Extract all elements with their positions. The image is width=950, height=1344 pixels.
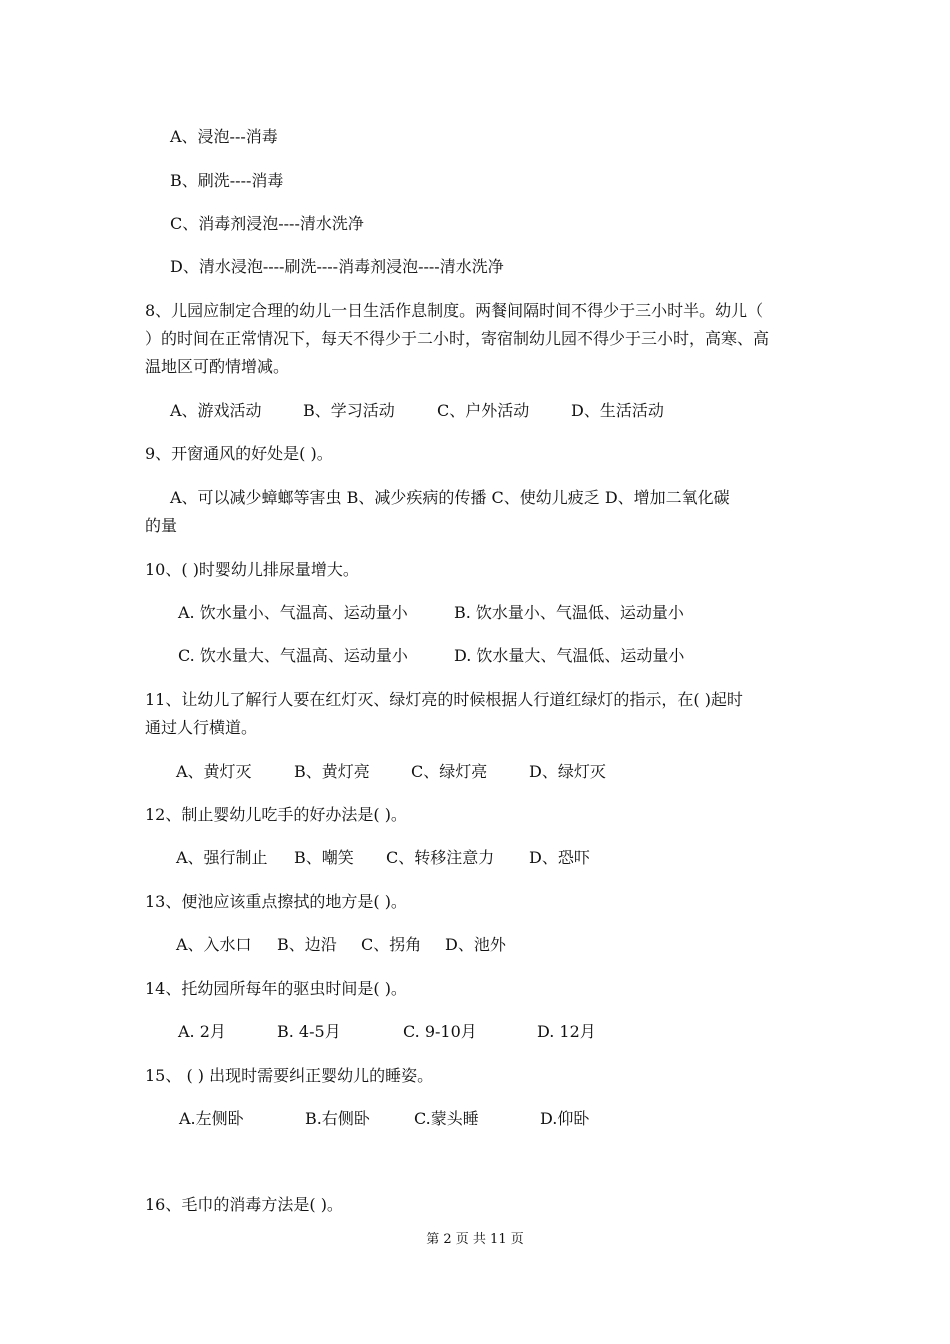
q8-stem-line-2: ）的时间在正常情况下，每天不得少于二小时，寄宿制幼儿园不得少于三小时，高寒、高 bbox=[145, 329, 770, 348]
q12-option-a: A、强行制止 bbox=[176, 848, 268, 867]
q10-stem: 10、( )时婴幼儿排尿量增大。 bbox=[145, 560, 359, 579]
q14-option-b: B. 4-5月 bbox=[277, 1022, 341, 1041]
q16-stem: 16、毛巾的消毒方法是( )。 bbox=[145, 1195, 343, 1214]
q12-option-b: B、嘲笑 bbox=[294, 848, 354, 867]
q7-option-b: B、刷洗----消毒 bbox=[170, 171, 284, 190]
q12-option-c: C、转移注意力 bbox=[386, 848, 495, 867]
q9-options-cont: 的量 bbox=[145, 516, 178, 535]
q15-option-a: A.左侧卧 bbox=[179, 1109, 244, 1128]
q7-option-d: D、清水浸泡----刷洗----消毒剂浸泡----清水洗净 bbox=[170, 257, 504, 276]
q15-option-c: C.蒙头睡 bbox=[414, 1109, 479, 1128]
q9-stem: 9、开窗通风的好处是( )。 bbox=[145, 444, 333, 463]
q10-option-a: A. 饮水量小、气温高、运动量小 bbox=[178, 603, 408, 622]
q11-stem-line-1: 11、让幼儿了解行人要在红灯灭、绿灯亮的时候根据人行道红绿灯的指示，在( )起时 bbox=[145, 690, 743, 709]
q15-stem: 15、 ( ) 出现时需要纠正婴幼儿的睡姿。 bbox=[145, 1066, 434, 1085]
q8-option-c: C、户外活动 bbox=[437, 401, 530, 420]
q13-stem: 13、便池应该重点擦拭的地方是( )。 bbox=[145, 892, 407, 911]
q11-option-b: B、黄灯亮 bbox=[294, 762, 370, 781]
q14-stem: 14、托幼园所每年的驱虫时间是( )。 bbox=[145, 979, 407, 998]
q13-option-b: B、边沿 bbox=[277, 935, 337, 954]
q13-option-c: C、拐角 bbox=[361, 935, 422, 954]
q9-options: A、可以减少蟑螂等害虫 B、减少疾病的传播 C、使幼儿疲乏 D、增加二氧化碳 bbox=[170, 488, 730, 507]
q14-option-c: C. 9-10月 bbox=[403, 1022, 477, 1041]
q8-stem-line-1: 8、儿园应制定合理的幼儿一日生活作息制度。两餐间隔时间不得少于三小时半。幼儿（ bbox=[145, 301, 764, 320]
q8-option-d: D、生活活动 bbox=[571, 401, 664, 420]
q10-option-b: B. 饮水量小、气温低、运动量小 bbox=[454, 603, 684, 622]
q8-option-a: A、游戏活动 bbox=[170, 401, 262, 420]
q14-option-d: D. 12月 bbox=[537, 1022, 596, 1041]
q13-option-d: D、池外 bbox=[445, 935, 506, 954]
q14-option-a: A. 2月 bbox=[178, 1022, 226, 1041]
q7-option-a: A、浸泡---消毒 bbox=[170, 127, 278, 146]
q11-option-d: D、绿灯灭 bbox=[529, 762, 606, 781]
q11-option-a: A、黄灯灭 bbox=[176, 762, 252, 781]
q15-option-b: B.右侧卧 bbox=[305, 1109, 370, 1128]
q15-option-d: D.仰卧 bbox=[540, 1109, 590, 1128]
q12-stem: 12、制止婴幼儿吃手的好办法是( )。 bbox=[145, 805, 407, 824]
q12-option-d: D、恐吓 bbox=[529, 848, 590, 867]
q11-stem-line-2: 通过人行横道。 bbox=[145, 718, 258, 737]
q10-option-c: C. 饮水量大、气温高、运动量小 bbox=[178, 646, 408, 665]
q11-option-c: C、绿灯亮 bbox=[411, 762, 488, 781]
q10-option-d: D. 饮水量大、气温低、运动量小 bbox=[454, 646, 685, 665]
q7-option-c: C、消毒剂浸泡----清水洗净 bbox=[170, 214, 364, 233]
q8-option-b: B、学习活动 bbox=[303, 401, 395, 420]
q13-option-a: A、入水口 bbox=[176, 935, 252, 954]
q8-stem-line-3: 温地区可酌情增减。 bbox=[145, 357, 290, 376]
page-footer: 第 2 页 共 11 页 bbox=[426, 1232, 524, 1247]
